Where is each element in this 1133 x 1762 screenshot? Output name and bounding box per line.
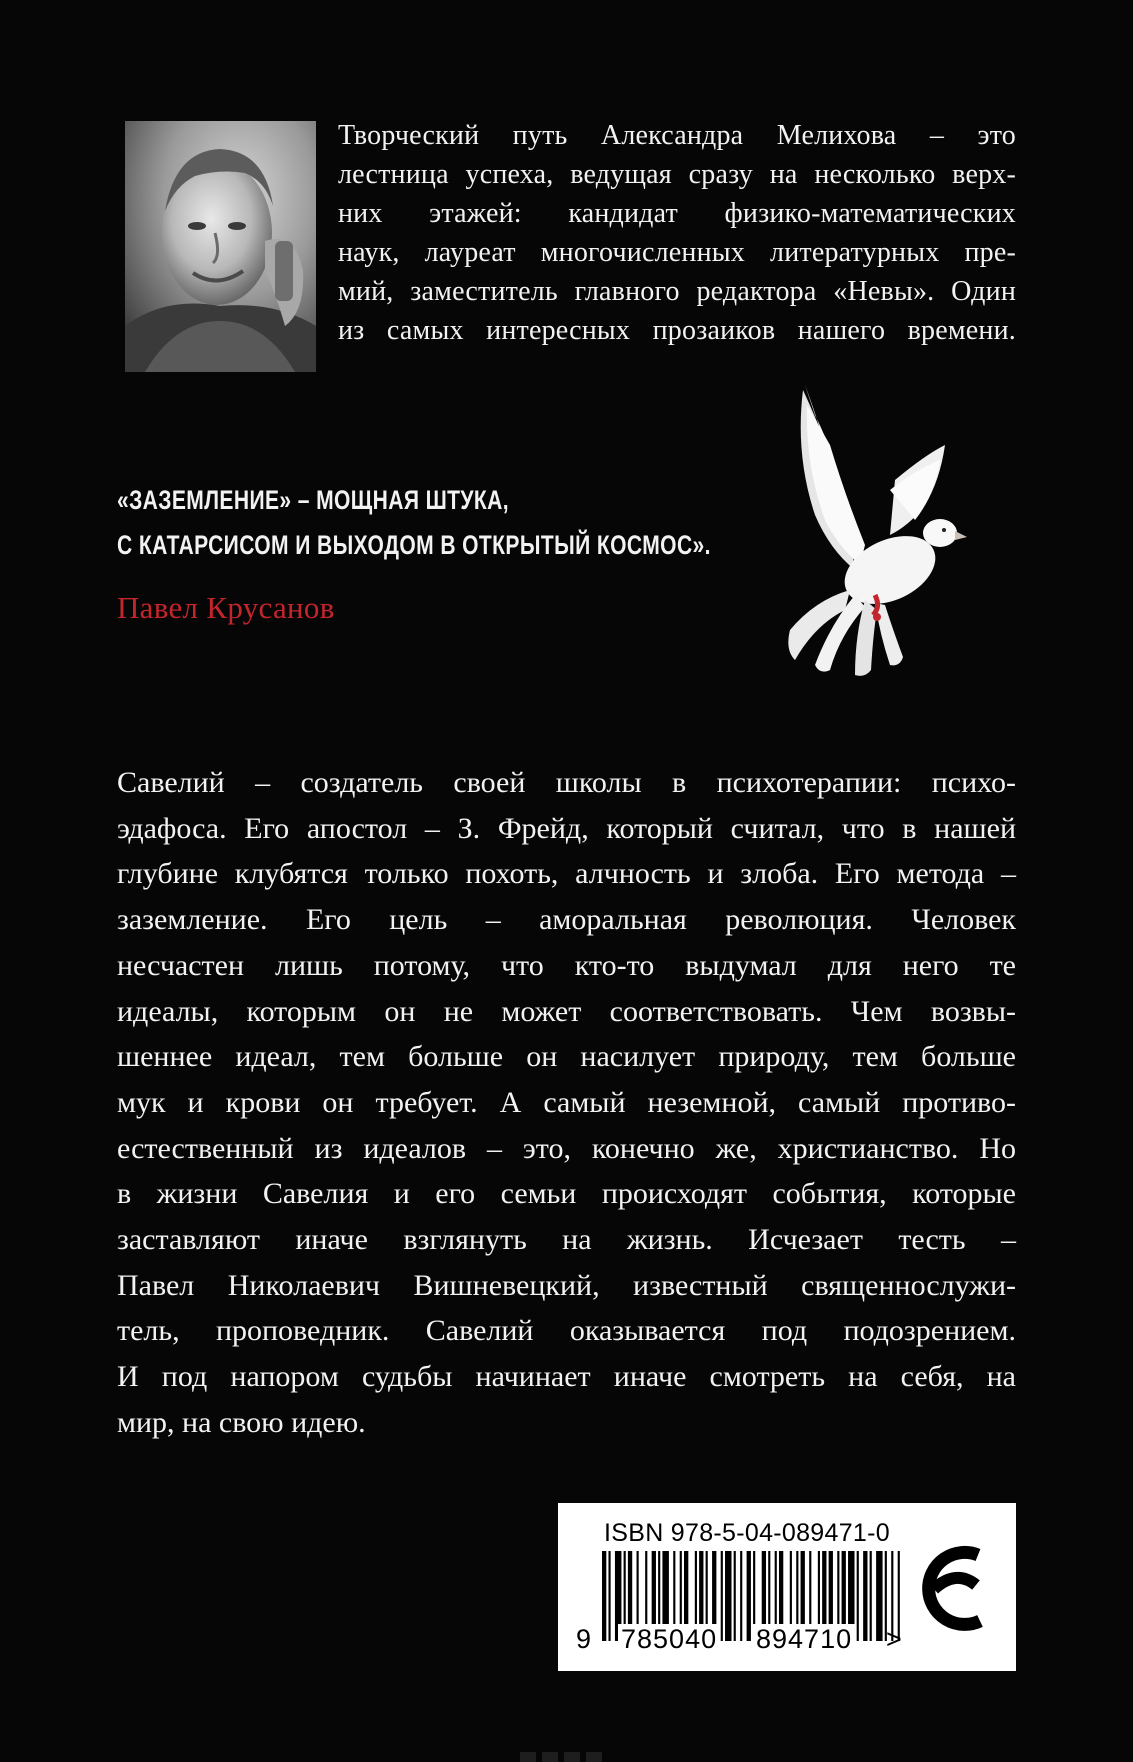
review-quote (117, 478, 711, 568)
barcode-digit-first: 9 (576, 1624, 592, 1654)
author-bio-line: из самых интересных прозаиков нашего времени. (338, 315, 1016, 346)
annotation-line: идеалы, которым он не может соответствовать. Чем возвы- (117, 994, 1016, 1028)
annotation-line: мук и крови он требует. А самый неземной, самый противо- (117, 1085, 1016, 1119)
annotation-line: мир, на свою идею. (117, 1405, 366, 1439)
isbn-label: ISBN 978-5-04-089471-0 (604, 1519, 890, 1547)
dove-illustration (775, 385, 985, 725)
author-photo (125, 121, 316, 372)
book-annotation (117, 760, 1016, 1446)
eksmo-logo-icon (914, 1541, 998, 1637)
review-quote-line: С КАТАРСИСОМ И ВЫХОДОМ В ОТКРЫТЫЙ КОСМОС». (117, 530, 711, 560)
barcode-bar (870, 1551, 872, 1641)
author-bio-line: Творческий путь Александра Мелихова – это (338, 120, 1016, 151)
quote-author: Павел Крусанов (117, 590, 335, 625)
annotation-line: несчастен лишь потому, что кто-то выдумал для него те (117, 948, 1016, 982)
author-bio-line: них этажей: кандидат физико-математических (338, 198, 1016, 229)
author-bio (338, 116, 1016, 350)
barcode-bar (740, 1551, 742, 1641)
barcode-bar (721, 1551, 723, 1641)
barcode-digit-group: 894710 (753, 1624, 855, 1655)
review-quote-line: «ЗАЗЕМЛЕНИЕ» – МОЩНАЯ ШТУКА, (117, 485, 509, 515)
barcode-digit-group: 785040 (618, 1624, 720, 1655)
annotation-line: глубине клубятся только похоть, алчность и злоба. Его метода – (117, 857, 1016, 891)
barcode-bar (608, 1551, 610, 1641)
author-bio-line: наук, лауреат многочисленных литературных пре- (338, 237, 1016, 268)
barcode-bar (863, 1551, 867, 1641)
barcode-bar (857, 1551, 859, 1641)
barcode-bar (734, 1551, 736, 1641)
annotation-line: в жизни Савелия и его семьи происходят события, которые (117, 1177, 1016, 1211)
annotation-line: И под напором судьбы начинает иначе смотреть на себя, на (117, 1360, 1016, 1394)
barcode-bar (876, 1551, 882, 1641)
barcode-bar (747, 1551, 751, 1641)
author-bio-line: лестница успеха, ведущая сразу на несколько верх- (338, 159, 1016, 190)
annotation-line: тель, проповедник. Савелий оказывается под подозрением. (117, 1314, 1016, 1348)
barcode-arrow: > (886, 1624, 902, 1654)
annotation-line: заземление. Его цель – аморальная революция. Человек (117, 903, 1016, 937)
annotation-line: Павел Николаевич Вишневецкий, известный священнослужи- (117, 1268, 1016, 1302)
bottom-edge-mark (520, 1748, 612, 1762)
annotation-line: эдафоса. Его апостол – З. Фрейд, который считал, что в нашей (117, 811, 1016, 845)
author-bio-line: мий, заместитель главного редактора «Невы». Один (338, 276, 1016, 307)
annotation-line: Савелий – создатель своей школы в психотерапии: психо- (117, 766, 1016, 799)
annotation-line: заставляют иначе взглянуть на жизнь. Исчезает тесть – (117, 1223, 1016, 1257)
barcode-bar (725, 1551, 731, 1641)
barcode-bar (602, 1551, 606, 1641)
annotation-line: естественный из идеалов – это, конечно же, христианство. Но (117, 1131, 1016, 1165)
annotation-line: шеннее идеал, тем больше он насилует природу, тем больше (117, 1040, 1016, 1074)
isbn-block (558, 1503, 1016, 1671)
